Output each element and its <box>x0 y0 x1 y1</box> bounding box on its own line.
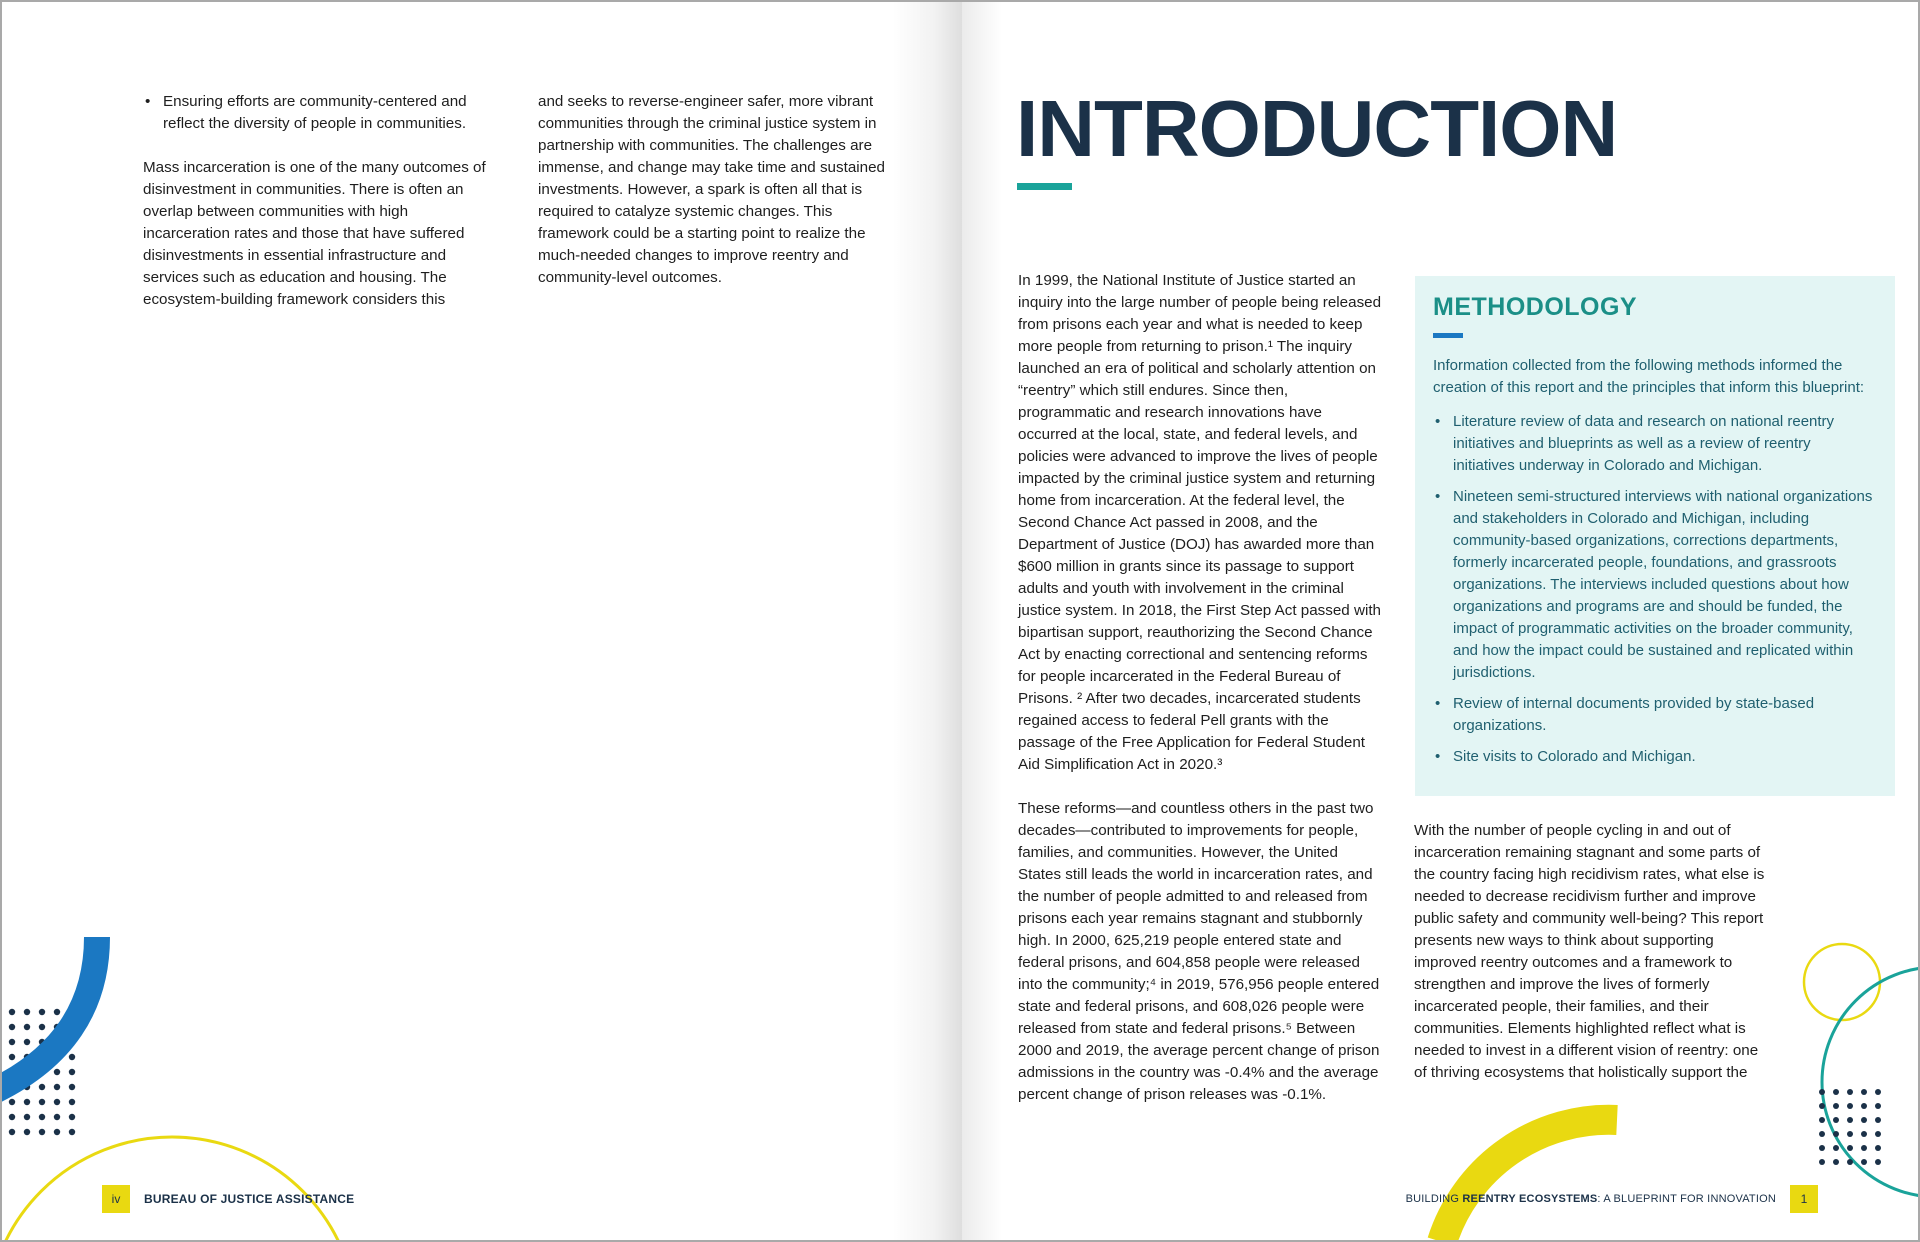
running-title-prefix: BUILDING <box>1405 1193 1463 1205</box>
methodology-title: METHODOLOGY <box>1433 293 1638 321</box>
paragraph: Mass incarceration is one of the many outcomes of disinvestment in communities. There is often an overlap between communities with high incarceration rates and those that have suffered disinvestments in essential infrastructure and services such as education and housing. The ecosystem-building framework considers this <box>143 159 486 308</box>
list-item: • Nineteen semi-structured interviews with national organizations and stakeholders in Colorado and Michigan, including community-based organizations, corrections departments, formerly incarcerated people, foundations, and grassroots organizations. The interviews included questions about how organizations and programs are and should be funded, the impact of programmatic activities on the broader community, and how the impact could be sustained and replicated within jurisdictions. <box>1433 486 1875 684</box>
gutter-shadow-right <box>962 2 1002 1242</box>
dot-grid-icon <box>1819 1089 1881 1165</box>
yellow-arc-icon <box>1442 1120 1617 1242</box>
running-title-suffix: : A BLUEPRINT FOR INNOVATION <box>1597 1193 1776 1205</box>
right-footer <box>1406 1185 1818 1213</box>
paragraph: With the number of people cycling in and out of incarceration remaining stagnant and some parts of the country facing high recidivism rates, what else is needed to decrease recidivism further and improve public safety and community well-being? This report presents new ways to think about supporting improved reentry outcomes and a framework to strengthen and improve the lives of formerly incarcerated people, their families, and their communities. Elements highlighted reflect what is needed to invest in a different vision of reentry: one of thriving ecosystems that holistically support the <box>1414 822 1765 1081</box>
paragraph: These reforms—and countless others in the past two decades—contributed to improvements for people, families, and communities. However, the United States still leads the world in incarceration rates, and the number of people admitted to and released from prisons each year remains stagnant and stubbornly high. In 2000, 625,219 people entered state and federal prisons, and 604,858 people were released into the community;⁴ in 2019, 576,956 people entered state and federal prisons, and 608,026 people were released from state and federal prisons.⁵ Between 2000 and 2019, the average percent change of prison admissions in the country was -0.4% and the average percent change of prison releases was -0.1%. <box>1018 800 1380 1103</box>
footer-label: BUREAU OF JUSTICE ASSISTANCE <box>144 1192 355 1206</box>
bullet-list <box>143 91 488 135</box>
list-item: • Site visits to Colorado and Michigan. <box>1433 746 1875 768</box>
yellow-ring-icon <box>1804 944 1880 1020</box>
paragraph: In 1999, the National Institute of Justice started an inquiry into the large number of people being released from prisons each year and what is needed to keep more people from returning to prison.¹ The inquiry launched an era of political and scholarly attention on “reentry” which still endures. Since then, programmatic and research innovations have occurred at the local, state, and federal levels, and policies were advanced to improve the lives of people impacted by the criminal justice system and returning home from incarceration. At the federal level, the Second Chance Act passed in 2008, and the Department of Justice (DOJ) has awarded more than $600 million in grants since its passage to support adults and youth with involvement in the criminal justice system. In 2018, the First Step Act passed with bipartisan support, reauthorizing the Second Chance Act by enacting correctional and sentencing reforms for people incarcerated in the Federal Bureau of Prisons. ² After two decades, incarcerated students regained access to federal Pell grants with the passage of the Free Application for Federal Student Aid Simplification Act in 2020.³ <box>1018 272 1382 773</box>
methodology-box <box>1415 276 1895 796</box>
page-title: INTRODUCTION <box>1016 84 1618 173</box>
list-item: • Ensuring efforts are community-centered and reflect the diversity of people in communities. <box>143 91 488 135</box>
running-title-bold: REENTRY ECOSYSTEMS <box>1462 1193 1598 1205</box>
left-page <box>2 2 962 1242</box>
running-title <box>1406 1193 1776 1205</box>
main-column <box>1018 270 1383 1128</box>
left-column-2 <box>538 91 898 311</box>
paragraph: and seeks to reverse-engineer safer, more vibrant communities through the criminal justice system in partnership with communities. The challenges are immense, and change may take time and sustained investments. However, a spark is often all that is required to catalyze systemic changes. This framework could be a starting point to realize the much-needed changes to improve reentry and community-level outcomes. <box>538 93 885 286</box>
blue-arc-icon <box>2 937 97 1092</box>
left-column-1 <box>143 91 488 333</box>
title-rule <box>1017 183 1072 190</box>
page-number: 1 <box>1790 1185 1818 1213</box>
methodology-intro: Information collected from the following methods informed the creation of this report and the principles that inform this blueprint: <box>1433 357 1865 396</box>
list-item: • Review of internal documents provided by state-based organizations. <box>1433 693 1875 737</box>
page-number: iv <box>102 1185 130 1213</box>
methodology-list <box>1433 411 1875 768</box>
methodology-rule <box>1433 333 1463 338</box>
list-item: • Literature review of data and research on national reentry initiatives and blueprints as well as a review of reentry initiatives underway in Colorado and Michigan. <box>1433 411 1875 477</box>
left-footer <box>102 1185 354 1213</box>
